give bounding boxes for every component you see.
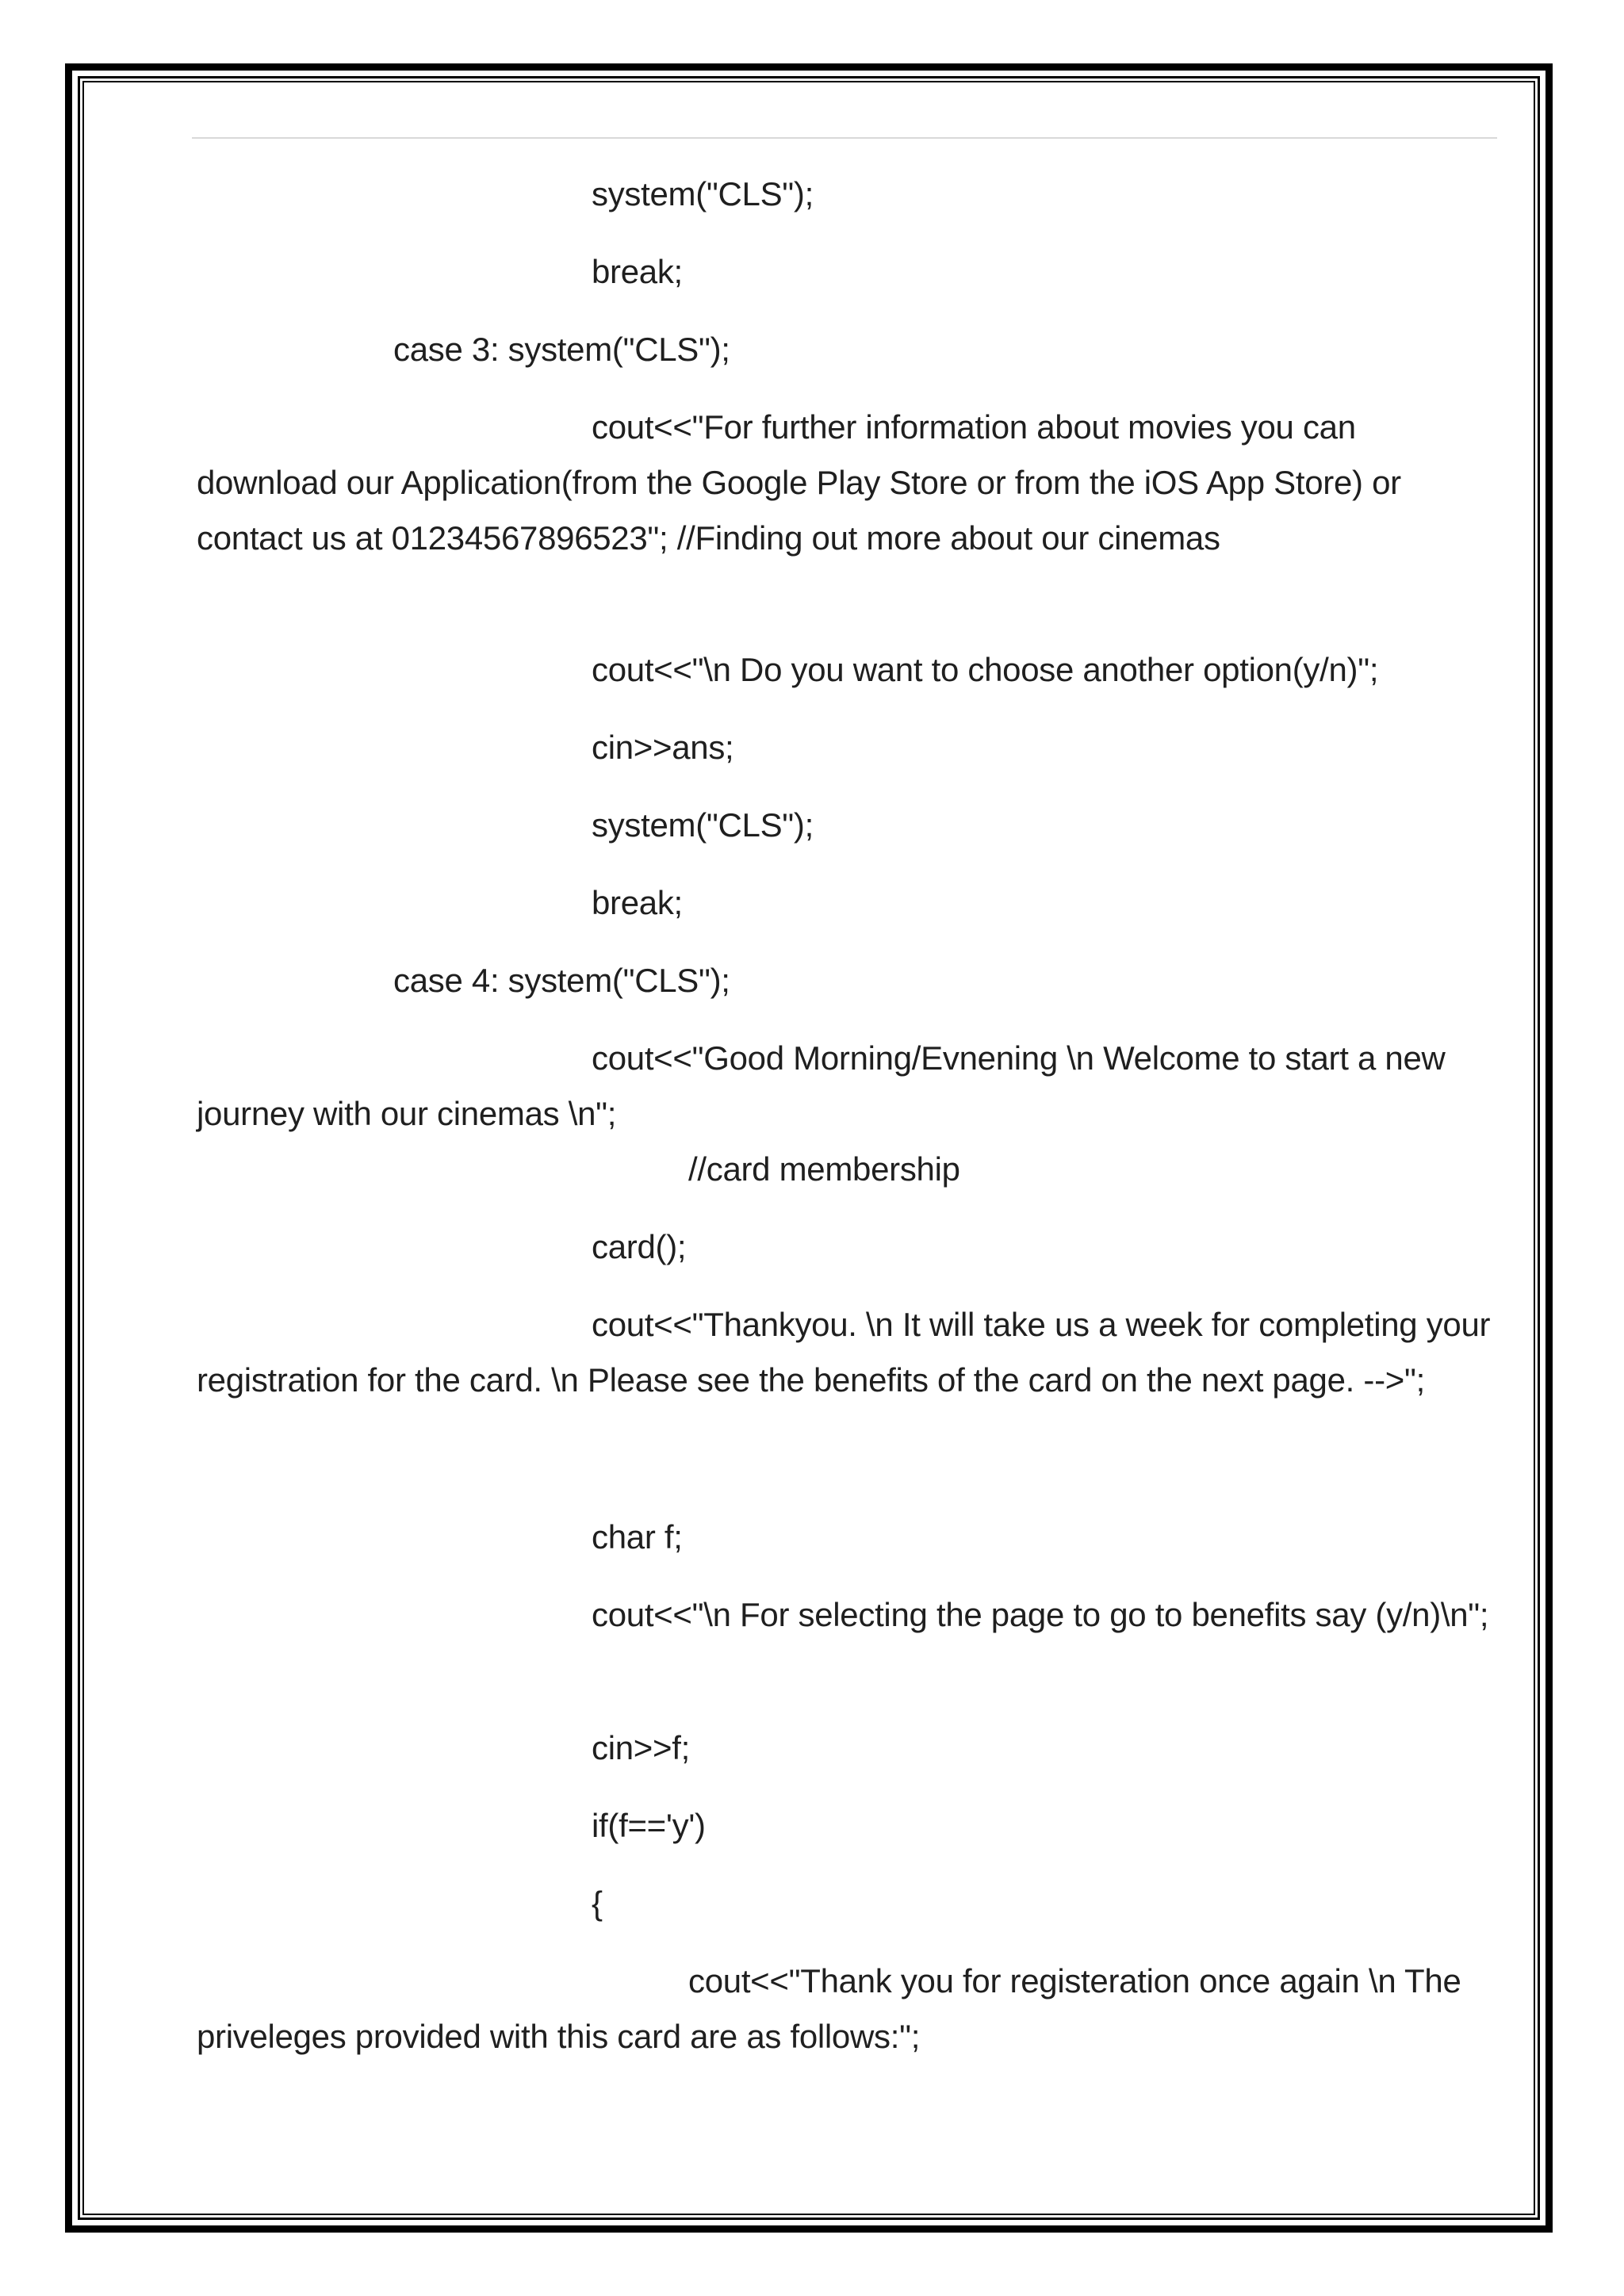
code-line: cout<<"\n Do you want to choose another option(y/n)"; — [592, 651, 1379, 688]
header-rule — [192, 137, 1497, 139]
code-line: cin>>f; — [592, 1729, 690, 1766]
code-comment: //card membership — [688, 1150, 960, 1188]
code-paragraph: cout<<"Thankyou. \n It will take us a week for completing your registration for the card. \n Please see the benefits of the card on the next page. -->"; — [197, 1306, 1491, 1399]
code-line: system("CLS"); — [592, 806, 814, 844]
code-paragraph: cout<<"\n For selecting the page to go to benefits say (y/n)\n"; — [592, 1596, 1489, 1633]
code-paragraph: cout<<"For further information about movies you can download our Application(from the Google Play Store or from the iOS App Store) or contact us at 01234567896523"; //Finding out more about our cinemas — [197, 408, 1401, 557]
code-line: case 3: system("CLS"); — [393, 331, 730, 368]
code-line: cin>>ans; — [592, 729, 734, 766]
code-line: if(f=='y') — [592, 1807, 706, 1844]
code-paragraph: cout<<"Thank you for registeration once again \n The priveleges provided with this card are as follows:"; — [197, 1962, 1461, 2055]
code-line: break; — [592, 253, 683, 290]
code-line: system("CLS"); — [592, 175, 814, 212]
code-line: char f; — [592, 1518, 683, 1556]
code-line: { — [592, 1885, 603, 1922]
code-paragraph: cout<<"Good Morning/Evnening \n Welcome to start a new journey with our cinemas \n"; — [197, 1039, 1446, 1132]
code-line: case 4: system("CLS"); — [393, 962, 730, 999]
code-line: card(); — [592, 1228, 687, 1265]
code-line: break; — [592, 884, 683, 921]
